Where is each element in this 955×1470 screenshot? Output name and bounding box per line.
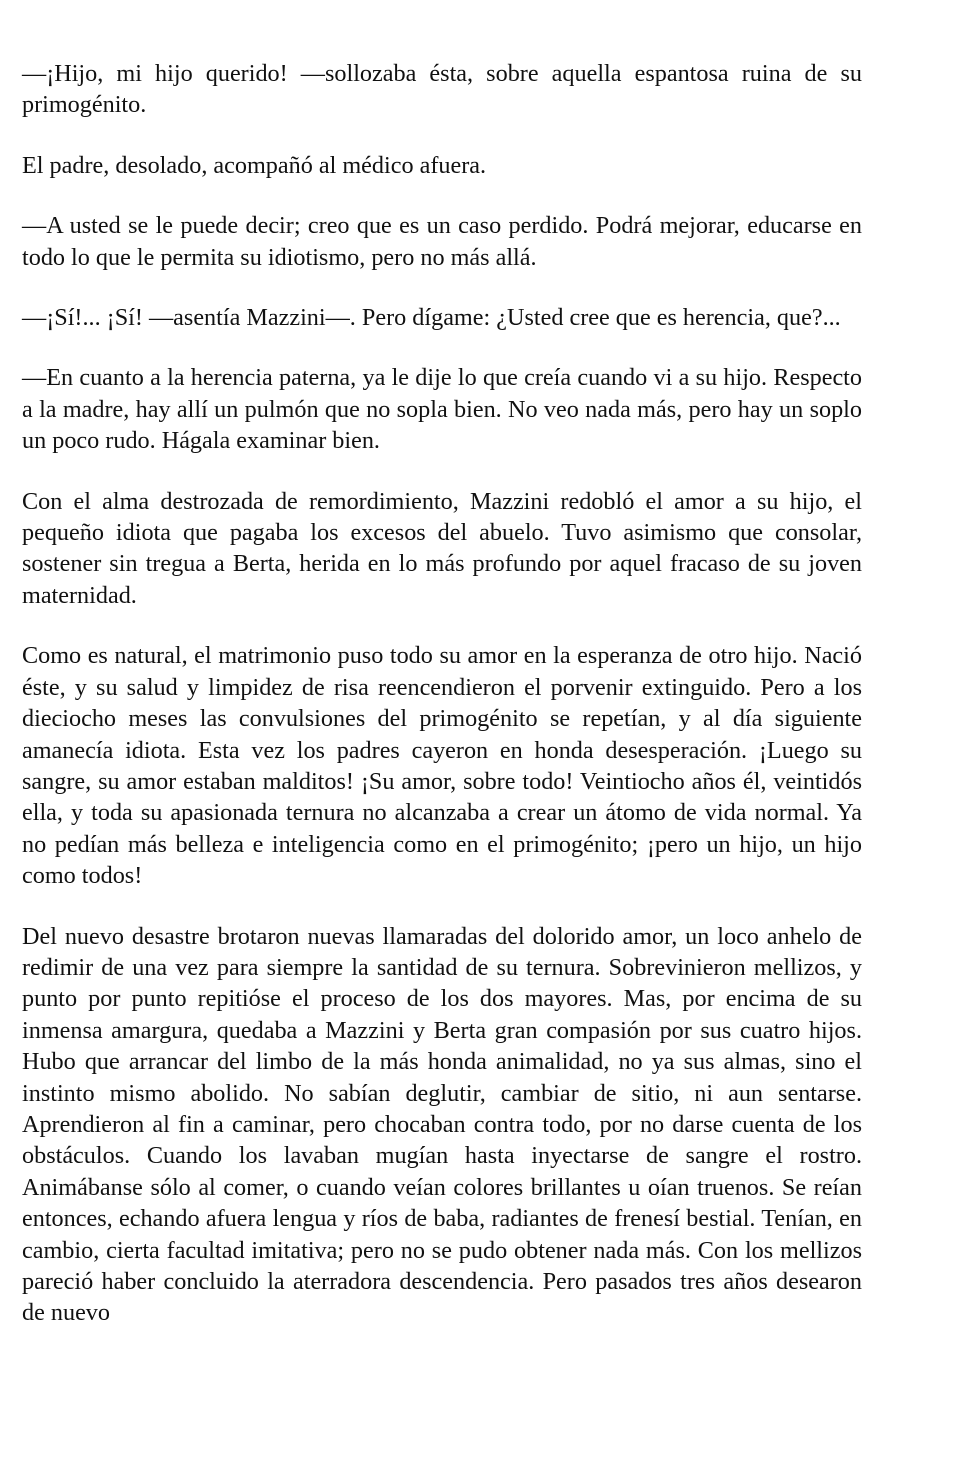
paragraph-8: Del nuevo desastre brotaron nuevas llamaradas del dolorido amor, un loco anhelo de redimir de una vez para siempre la santidad de su ternura. Sobrevinieron mellizos, y punto por punto repitióse el proceso de los dos mayores. Mas, por encima de su inmensa amargura, quedaba a Mazzini y Berta gran compasión por sus cuatro hijos. Hubo que arrancar del limbo de la más honda animalidad, no ya sus almas, sino el instinto mismo abolido. No sabían deglutir, cambiar de sitio, ni aun sentarse. Aprendieron al fin a caminar, pero chocaban contra todo, por no darse cuenta de los obstáculos. Cuando los lavaban mugían hasta inyectarse de sangre el rostro. Animábanse sólo al comer, o cuando veían colores brillantes u oían truenos. Se reían entonces, echando afuera lengua y ríos de baba, radiantes de frenesí bestial. Tenían, en cambio, cierta facultad imitativa; pero no se pudo obtener nada más. Con los mellizos pareció haber concluido la aterradora descendencia. Pero pasados tres años desearon de nuevo	[22, 922, 862, 1327]
paragraph-1: —¡Hijo, mi hijo querido! —sollozaba ésta, sobre aquella espantosa ruina de su primogénito.	[22, 60, 862, 119]
paragraph-5: —En cuanto a la herencia paterna, ya le dije lo que creía cuando vi a su hijo. Respecto a la madre, hay allí un pulmón que no sopla bien. No veo nada más, pero hay un soplo un poco rudo. Hágala examinar bien.	[22, 364, 862, 455]
paragraph-3: —A usted se le puede decir; creo que es un caso perdido. Podrá mejorar, educarse en todo lo que le permita su idiotismo, pero no más allá.	[22, 212, 862, 271]
paragraph-7: Como es natural, el matrimonio puso todo su amor en la esperanza de otro hijo. Nació éste, y su salud y limpidez de risa reencendieron el porvenir extinguido. Pero a los dieciocho meses las convulsiones del primogénito se repetían, y al día siguiente amanecía idiota. Esta vez los padres cayeron en honda desesperación. ¡Luego su sangre, su amor estaban malditos! ¡Su amor, sobre todo! Veintiocho años él, veintidós ella, y toda su apasionada ternura no alcanzaba a crear un átomo de vida normal. Ya no pedían más belleza e inteligencia como en el primogénito; ¡pero un hijo, un hijo como todos!	[22, 642, 862, 890]
paragraph-6: Con el alma destrozada de remordimiento, Mazzini redobló el amor a su hijo, el pequeño idiota que pagaba los excesos del abuelo. Tuvo asimismo que consolar, sostener sin tregua a Berta, herida en lo más profundo por aquel fracaso de su joven maternidad.	[22, 487, 862, 609]
document-page	[22, 58, 862, 1329]
paragraph-4: —¡Sí!... ¡Sí! —asentía Mazzini—. Pero dígame: ¿Usted cree que es herencia, que?...	[22, 304, 841, 332]
paragraph-2: El padre, desolado, acompañó al médico afuera.	[22, 151, 487, 179]
